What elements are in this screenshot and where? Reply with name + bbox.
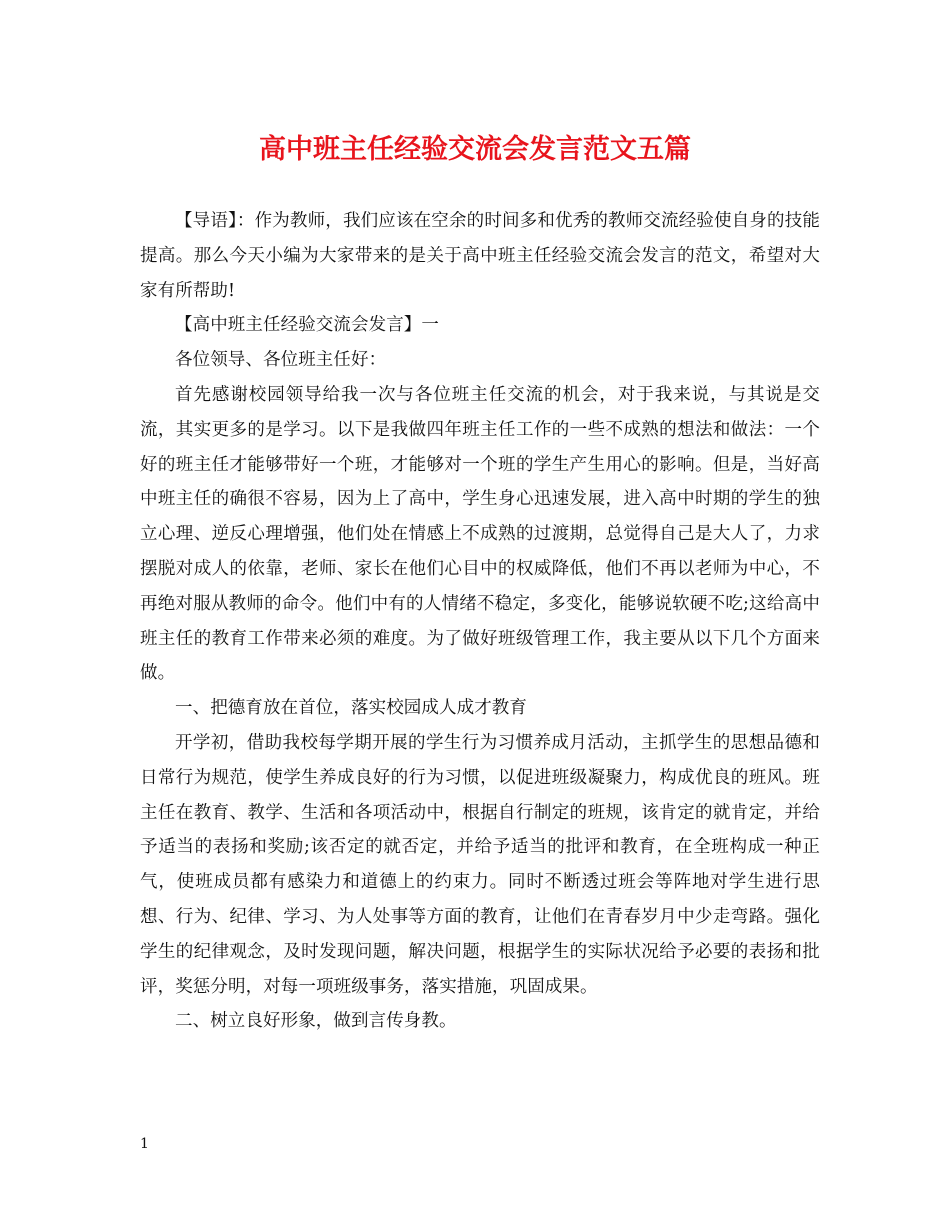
document-body	[140, 204, 820, 1039]
intro-paragraph: 【导语】：作为教师，我们应该在空余的时间多和优秀的教师交流经验使自身的技能提高。那么今天小编为大家带来的是关于高中班主任经验交流会发言的范文，希望对大家有所帮助!	[140, 211, 820, 301]
subheading: 一、把德育放在首位，落实校园成人成才教育	[175, 698, 527, 719]
salutation: 各位领导、各位班主任好：	[175, 350, 387, 371]
section-heading: 【高中班主任经验交流会发言】一	[175, 315, 439, 336]
body-paragraph: 开学初，借助我校每学期开展的学生行为习惯养成月活动，主抓学生的思想品德和日常行为规范，使学生养成良好的行为习惯，以促进班级凝聚力，构成优良的班风。班主任在教育、教学、生活和各项活动中，根据自行制定的班规，该肯定的就肯定，并给予适当的表扬和奖励;该否定的就否定，并给予适当的批评和教育，在全班构成一种正气，使班成员都有感染力和道德上的约束力。同时不断透过班会等阵地对学生进行思想、行为、纪律、学习、为人处事等方面的教育，让他们在青春岁月中少走弯路。强化学生的纪律观念，及时发现问题，解决问题，根据学生的实际状况给予必要的表扬和批评，奖惩分明，对每一项班级事务，落实措施，巩固成果。	[140, 732, 820, 997]
document-title: 高中班主任经验交流会发言范文五篇	[259, 134, 691, 165]
page-number: 1	[140, 1136, 149, 1152]
subheading: 二、树立良好形象，做到言传身教。	[175, 1011, 457, 1032]
body-paragraph: 首先感谢校园领导给我一次与各位班主任交流的机会，对于我来说，与其说是交流，其实更多的是学习。以下是我做四年班主任工作的一些不成熟的想法和做法：一个好的班主任才能够带好一个班，才能够对一个班的学生产生用心的影响。但是，当好高中班主任的确很不容易，因为上了高中，学生身心迅速发展，进入高中时期的学生的独立心理、逆反心理增强，他们处在情感上不成熟的过渡期，总觉得自己是大人了，力求摆脱对成人的依靠，老师、家长在他们心目中的权威降低，他们不再以老师为中心，不再绝对服从教师的命令。他们中有的人情绪不稳定，多变化，能够说软硬不吃;这给高中班主任的教育工作带来必须的难度。为了做好班级管理工作，我主要从以下几个方面来做。	[140, 384, 820, 684]
